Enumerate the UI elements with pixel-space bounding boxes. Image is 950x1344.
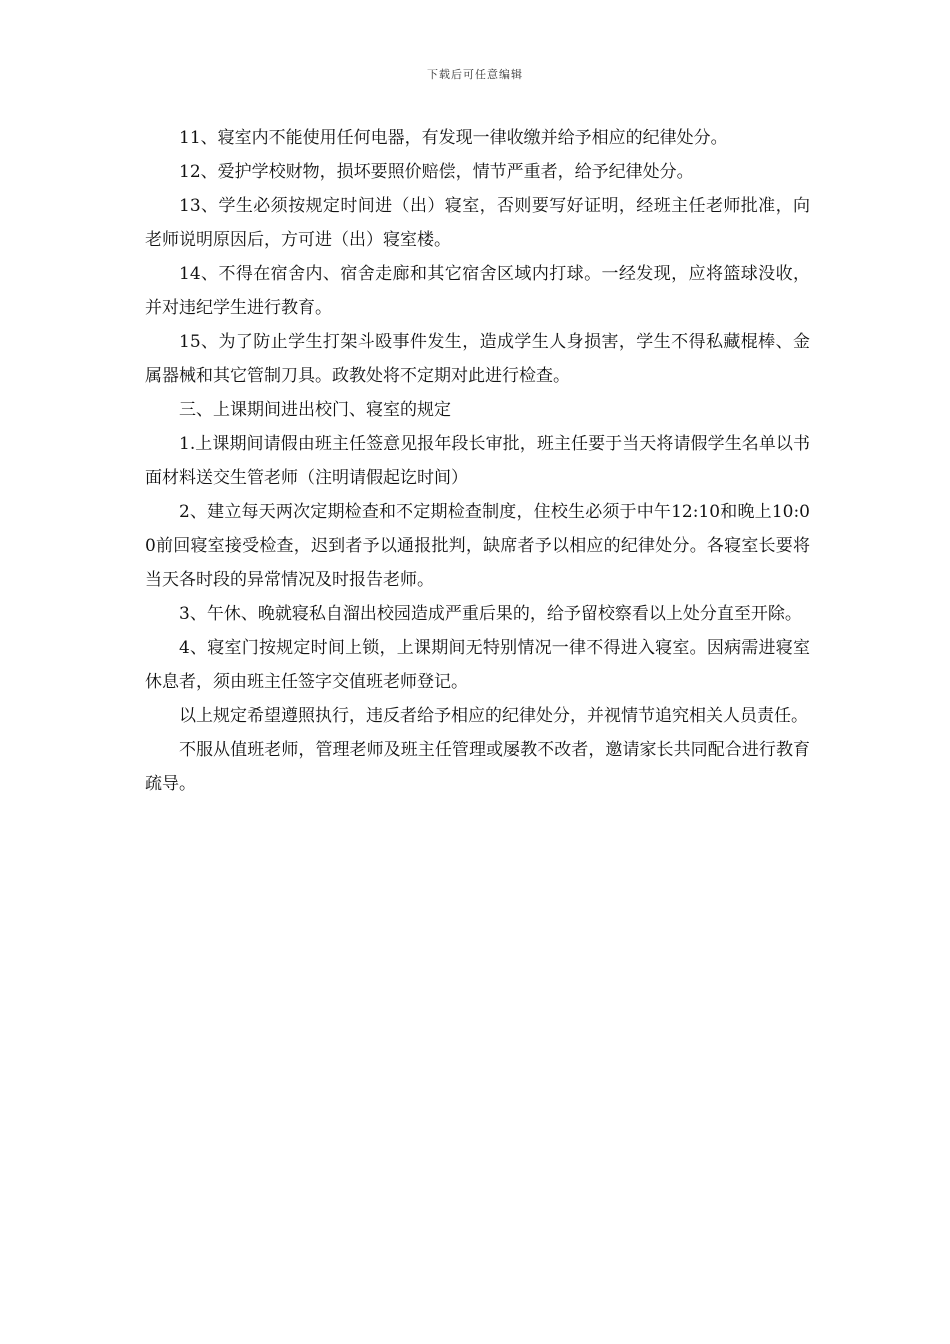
class-rule-4: 4、寝室门按规定时间上锁，上课期间无特别情况一律不得进入寝室。因病需进寝室休息者，须由班主任签字交值班老师登记。	[145, 638, 810, 692]
section-heading-3: 三、上课期间进出校门、寝室的规定	[179, 400, 451, 420]
class-rule-2: 2、建立每天两次定期检查和不定期检查制度，住校生必须于中午12:10和晚上10:00前回寝室接受检查，迟到者予以通报批判，缺席者予以相应的纪律处分。各寝室长要将当天各时段的异常情况及时报告老师。	[145, 502, 810, 590]
rule-15: 15、为了防止学生打架斗殴事件发生，造成学生人身损害，学生不得私藏棍棒、金属器械和其它管制刀具。政教处将不定期对此进行检查。	[145, 332, 810, 386]
closing-paragraph-2: 不服从值班老师，管理老师及班主任管理或屡教不改者，邀请家长共同配合进行教育疏导。	[145, 740, 810, 794]
rule-11: 11、寝室内不能使用任何电器，有发现一律收缴并给予相应的纪律处分。	[179, 128, 728, 148]
rule-14: 14、不得在宿舍内、宿舍走廊和其它宿舍区域内打球。一经发现，应将篮球没收，并对违纪学生进行教育。	[145, 264, 810, 318]
closing-paragraph-1: 以上规定希望遵照执行，违反者给予相应的纪律处分，并视情节追究相关人员责任。	[179, 706, 808, 726]
header-note: 下载后可任意编辑	[427, 68, 523, 81]
rule-12: 12、爱护学校财物，损坏要照价赔偿，情节严重者，给予纪律处分。	[179, 162, 694, 182]
class-rule-1: 1.上课期间请假由班主任签意见报年段长审批，班主任要于当天将请假学生名单以书面材料送交生管老师（注明请假起讫时间）	[145, 434, 810, 488]
rule-13: 13、学生必须按规定时间进（出）寝室，否则要写好证明，经班主任老师批准，向老师说明原因后，方可进（出）寝室楼。	[145, 196, 810, 250]
class-rule-3: 3、午休、晚就寝私自溜出校园造成严重后果的，给予留校察看以上处分直至开除。	[179, 604, 802, 624]
document-body	[145, 121, 810, 801]
